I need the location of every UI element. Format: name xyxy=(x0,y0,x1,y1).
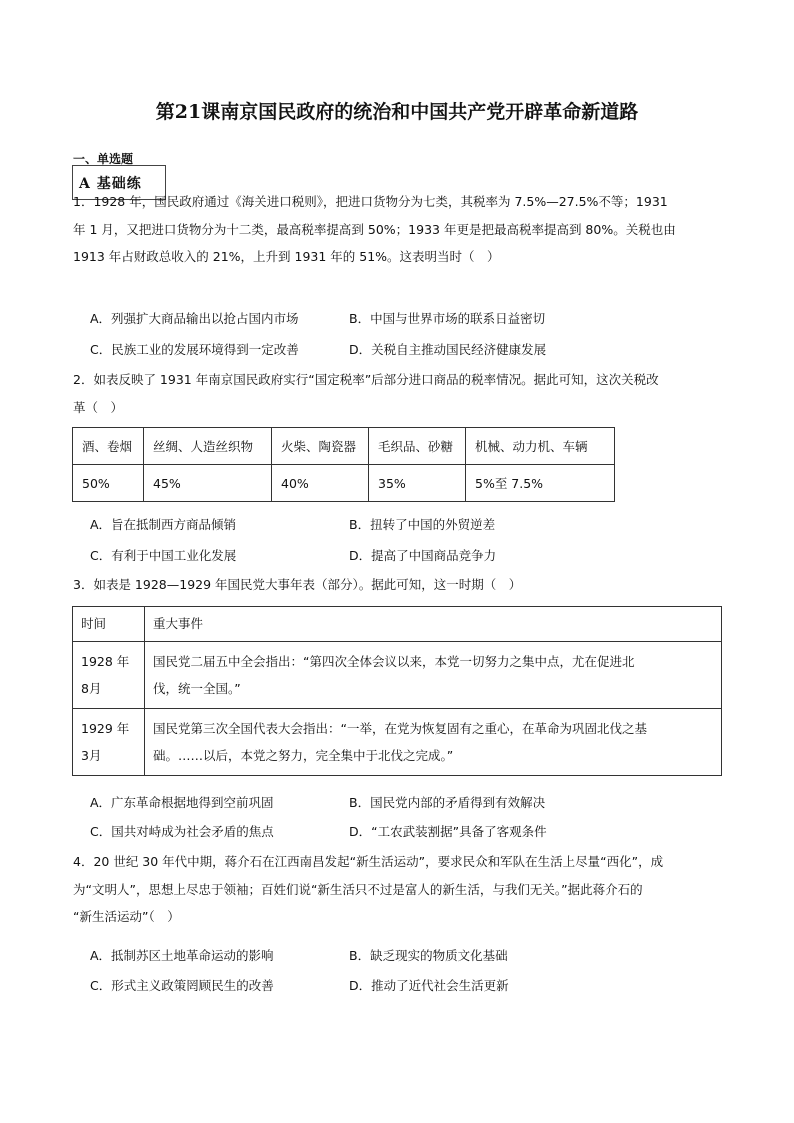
question-4-option-a[interactable]: A．抵制苏区土地革命运动的影响 xyxy=(90,948,274,963)
section-heading: 一、单选题 xyxy=(73,152,134,166)
table-header-cell: 酒、卷烟 xyxy=(73,428,144,465)
time-line: 3月 xyxy=(81,748,102,763)
table-cell: 5%至 7.5% xyxy=(466,465,615,502)
question-2-stem xyxy=(73,366,723,421)
question-4-option-c[interactable]: C．形式主义政策罔顾民生的改善 xyxy=(90,978,274,993)
question-2-option-d[interactable]: D．提高了中国商品竞争力 xyxy=(349,548,497,563)
question-4-stem xyxy=(73,848,723,931)
question-4-option-b[interactable]: B．缺乏现实的物质文化基础 xyxy=(349,948,508,963)
question-1-line: 年 1 月，又把进口货物分为十二类，最高税率提高到 50%；1933 年更是把最高税率提高到 80%。关税也由 xyxy=(73,221,676,237)
question-3-option-c[interactable]: C．国共对峙成为社会矛盾的焦点 xyxy=(90,824,274,839)
question-3-option-b[interactable]: B．国民党内部的矛盾得到有效解决 xyxy=(349,795,546,810)
event-line: 伐，统一全国。” xyxy=(153,681,241,696)
question-1-line: 1．1928 年，国民政府通过《海关进口税则》，把进口货物分为七类，其税率为 7.5%—27.5%不等；1931 xyxy=(73,194,668,209)
table-header-cell: 丝绸、人造丝织物 xyxy=(144,428,272,465)
table-cell: 50% xyxy=(73,465,144,502)
time-line: 1928 年 xyxy=(81,654,130,669)
event-line: 国民党二届五中全会指出：“第四次全体会议以来，本党一切努力之集中点，尤在促进北 xyxy=(153,654,635,669)
question-2-option-b[interactable]: B．扭转了中国的外贸逆差 xyxy=(349,517,496,532)
table-cell xyxy=(73,642,145,709)
question-2-line: 2．如表反映了 1931 年南京国民政府实行“国定税率”后部分进口商品的税率情况。据此可知，这次关税改 xyxy=(73,372,659,387)
level-tag-label: A 基础练 xyxy=(79,176,142,192)
question-1-option-b[interactable]: B．中国与世界市场的联系日益密切 xyxy=(349,311,546,326)
table-row xyxy=(73,607,722,642)
time-line: 1929 年 xyxy=(81,721,130,736)
question-2-option-a[interactable]: A．旨在抵制西方商品倾销 xyxy=(90,517,237,532)
question-3-option-a[interactable]: A．广东革命根据地得到空前巩固 xyxy=(90,795,274,810)
table-header-cell: 机械、动力机、车辆 xyxy=(466,428,615,465)
question-3-stem xyxy=(73,571,723,599)
table-cell: 40% xyxy=(272,465,369,502)
table-header-cell: 火柴、陶瓷器 xyxy=(272,428,369,465)
table-header-cell: 重大事件 xyxy=(145,607,722,642)
events-table xyxy=(72,606,722,776)
table-cell: 35% xyxy=(369,465,466,502)
question-2-option-c[interactable]: C．有利于中国工业化发展 xyxy=(90,548,237,563)
time-line: 8月 xyxy=(81,681,102,696)
table-cell xyxy=(145,642,722,709)
question-1-stem xyxy=(73,188,723,271)
question-3-line: 3．如表是 1928—1929 年国民党大事年表（部分）。据此可知，这一时期（ ） xyxy=(73,577,522,592)
question-2-line: 革（ ） xyxy=(73,399,124,415)
table-row xyxy=(73,465,615,502)
page-title: 第21课南京国民政府的统治和中国共产党开辟革命新道路 xyxy=(155,101,639,123)
table-cell xyxy=(73,709,145,776)
question-3-option-d[interactable]: D．“工农武装割据”具备了客观条件 xyxy=(349,824,547,839)
table-header-cell: 毛织品、砂糖 xyxy=(369,428,466,465)
question-4-line: “新生活运动”（ ） xyxy=(73,909,180,924)
question-4-line: 为“文明人”，思想上尽忠于领袖；百姓们说“新生活只不过是富人的新生活，与我们无关。”据此蒋介石的 xyxy=(73,881,643,897)
event-line: 础。……以后，本党之努力，完全集中于北伐之完成。” xyxy=(153,748,454,763)
question-1-option-d[interactable]: D．关税自主推动国民经济健康发展 xyxy=(349,342,547,357)
table-header-cell: 时间 xyxy=(73,607,145,642)
table-row xyxy=(73,709,722,776)
table-cell: 45% xyxy=(144,465,272,502)
table-row xyxy=(73,642,722,709)
question-1-option-a[interactable]: A．列强扩大商品输出以抢占国内市场 xyxy=(90,311,299,326)
event-line: 国民党第三次全国代表大会指出：“一举，在党为恢复固有之重心，在革命为巩固北伐之基 xyxy=(153,721,647,736)
question-1-option-c[interactable]: C．民族工业的发展环境得到一定改善 xyxy=(90,342,299,357)
table-cell xyxy=(145,709,722,776)
question-4-option-d[interactable]: D．推动了近代社会生活更新 xyxy=(349,978,509,993)
tariff-table xyxy=(72,427,615,502)
question-4-line: 4．20 世纪 30 年代中期，蒋介石在江西南昌发起“新生活运动”，要求民众和军队在生活上尽量“西化”，成 xyxy=(73,854,664,869)
table-row xyxy=(73,428,615,465)
question-1-line: 1913 年占财政总收入的 21%，上升到 1931 年的 51%。这表明当时（ ） xyxy=(73,249,500,264)
